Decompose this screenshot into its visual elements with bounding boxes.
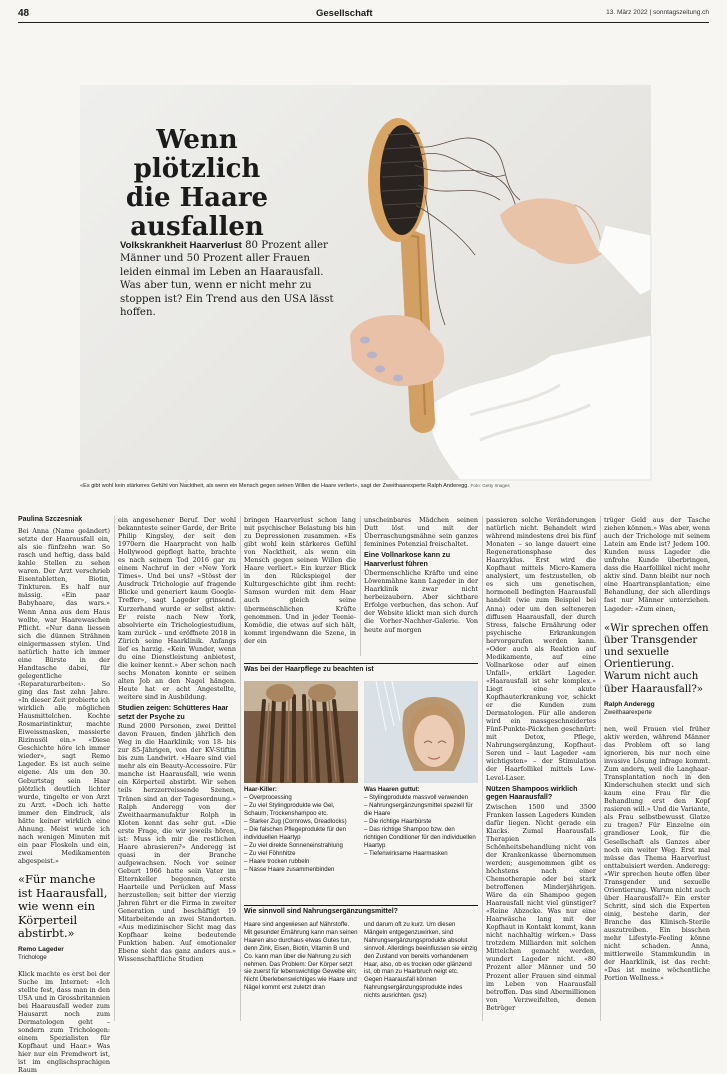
list-item: – Stylingprodukte massvoll verwenden (364, 794, 468, 801)
body-text: trüger Geld aus der Tasche ziehen können.» Was aber, wenn auch der Trichologe mit seinem Latein am Ende ist? Jedem 100. Kunden muss Lageder die unfrohe Kunde überbringen, dass die Haarfollikel nicht mehr aktiv sind. Dann bleibt nur noch eine Haartransplantation; eine Behandlung, der sich allerdings fast nur Männer unterziehen. Lageder: «Zum einen, (604, 516, 710, 613)
list-item: – Das richtige Shampoo bzw. den richtigen Conditioner für den individuellen Haartyp (364, 826, 476, 849)
pull-quote: «Für manche ist Haarausfall, wie wenn ein Körperteil abstirbt.» (18, 872, 108, 941)
supplements-text-left: Haare sind angewiesen auf Nährstoffe. Mit gesunder Ernährung kann man seinen Haaren also durchaus etwas Gutes tun, denn Zink, Eisen, Biotin, Vitamin B und Co. kann man über die Nahrung zu sich nehmen. Das Problem: Der Körper setzt sie zuerst für lebenswichtige Gewebe ein; Nicht Überlebenswichtiges wie Haare und Nägel kommt erst zuletzt dran (244, 921, 358, 992)
body-text: Klick machte es erst bei der Suche im Internet: «Ich stellte fest, dass man in den USA und in Grossbritannien bei Haarausfall weder zum Hausarzt noch zum Dermatologen geht – sondern zum Trichologen: einem Spezialisten für Kopfhaut und Haar.» Was hier nur ein Fremdwort ist, ist im englischsprachigen Raum (18, 969, 110, 1074)
header-rule (18, 22, 709, 23)
column-rule (482, 516, 483, 1021)
list-item: – Die falschen Pflegeprodukte für den individuellen Haartyp (244, 826, 346, 841)
author-byline: Paulina Szczesniak (18, 516, 83, 523)
list-item: – Zu viel Föhnhitze (244, 850, 296, 857)
column-rule (114, 516, 115, 1021)
list-item: – Nahrungsergänzungsmittel speziell für die Haare (364, 802, 473, 817)
hair-good-list (364, 786, 478, 858)
list-item: – Nasse Haare zusammenbinden (244, 866, 335, 873)
hero-photo (80, 85, 651, 480)
column-1 (18, 516, 110, 1074)
dreadlocks-image (244, 681, 358, 783)
info-box-title: Was bei der Haarpflege zu beachten ist (244, 663, 478, 676)
list-item: – Overprocessing (244, 794, 292, 801)
list-heading: Haar-Killer: (244, 786, 277, 793)
subheading: Eine Vollnarkose kann zu Haarverlust führen (364, 550, 451, 568)
supplements-text-right: und darum oft zu kurz. Um diesen Mängeln entgegenzuwirken, sind Nahrungsergänzungsprodukte absolut sinnvoll. Allerdings beeinflussen sie einzig den Zustand von bereits vorhandenem Haar, also, ob es trocken oder glänzend ist, ob man zu Haarbruch neigt etc. Gegen Haarausfall können Nahrungsergänzungsprodukte indes nichts ausrichten. (psz) (364, 921, 478, 1000)
pull-quote-role: Zweithaarexperte (604, 708, 652, 716)
subheading: Studien zeigen: Schütteres Haar setzt der Psyche zu (118, 703, 229, 721)
dreadlocks-photo (244, 681, 358, 783)
list-item: – Starker Zug (Cornrows, Dreadlocks) (244, 818, 347, 825)
section-name: Gesellschaft (316, 8, 373, 19)
body-text: Übermenschliche Kräfte und eine Löwenmähne kann Lageder in der Haarklinik zwar nicht herbeizaubern. Aber sichtbare Erfolge verbuchen, das schon. Auf der Website klickt man sich durch die Vorher-Nachher-Galerie. Von heute auf morgen (364, 569, 478, 634)
list-item: – Zu viel direkte Sonneneinstrahlung (244, 842, 343, 849)
pull-quote-name: Ralph Anderegg (604, 700, 655, 708)
body-text: nen, weil Frauen viel früher aktiv werden, während Männer das Problem oft so lang ignorieren, bis nur noch eine invasive Lösung infrage kommt. Zum andern, weil die Langhaar-Transplantation noch in den Kinderschuhen steckt und sich kaum eine Frau für die Behandlung erst den Kopf rasieren will.» Und die Variante, als Frau selbstbewusst Glatze zu tragen? Für Einzelne ein grandioser Look, für die Gesellschaft als Ganzes aber noch ein weiter Weg. Erst mal müsse das Thema Haarverlust enttabuisiert werden. Anderegg: «Wir sprechen heute offen über Transgender und sexuelle Orientierung. Warum nicht auch über Haarausfall?» Ein erster Schritt, sind sich die Experten einig, bestehe darin, der Branche das Klinisch-Sterile auszutreiben. Ein bisschen mehr Lifestyle-Feeling könne nicht schaden. Anna, mittlerweile Stammkundin in der Haarklinik, ist das recht: «Das ist meine wöchentliche Portion Wellness.» (604, 724, 710, 983)
column-3 (244, 516, 356, 645)
body-text: Bei Anna (Name geändert) setzte der Haarausfall ein, als sie fünfzehn war. So rasch und heftig, dass bald kahle Stellen zu sehen waren. Der Arzt verschrieb Eisentabletten, Biotin, Tinkturen. Es half nur mässig. «Ein paar Babyhaare, das wars.» Wenn Anna aus dem Haus wollte, war Haarewaschen Pflicht. «Nur dann liessen sich die dünnen Strähnen einigermassen stylen. Und natürlich hatte ich immer eine Bürste in der Handtasche dabei, für gelegentliche ‹Reparaturarbeiten›. So ging das fast zehn Jahre. «In dieser Zeit probierte ich wirklich alle möglichen Hausmittelchen. Kochte Rosmarintinktur, machte Eiweissmasken, massierte Rizinusöl ein.» «Diese Geschichte höre ich immer wieder», sagt Remo Lageder. Es ist auch seine eigene. Als um den 30. Geburtstag sein Haar plötzlich deutlich lichter wurde, tingelte er von Arzt zu Arzt. «Doch ich hatte immer den Eindruck, als hätte keiner wirklich eine Ahnung. Meist wurde ich nach wenigen Minuten mit ein paar Floskeln und ein, zwei Medikamenten abgespeist.» (18, 527, 110, 865)
column-6 (604, 516, 710, 982)
photo-credit: Foto: Getty Images (470, 483, 510, 488)
column-5 (486, 516, 596, 1012)
body-text: bringen Haarverlust schon lang mit psychischer Belastung bis hin zu Depressionen zusammen. «Es gibt wohl kein stärkeres Gefühl von Nacktheit, als wenn ein Mensch gegen seinen Willen die Haare verliert.» Ein kurzer Blick in den Rückspiegel der Kulturgeschichte gibt ihm recht: Samson wurden mit dem Haar auch gleich seine übermenschlichen Kräfte genommen. Und in jeder Teenie-Komödie, die etwas auf sich hält, kommt irgendwann die Szene, in der ein (244, 516, 356, 645)
lead-text: 80 Prozent aller Männer und 50 Prozent aller Frauen leiden einmal im Leben an Haarausfall. Was aber tun, wenn er nicht mehr zu stoppen ist? Ein Trend aus den USA lässt hoffen. (120, 240, 334, 319)
hair-washing-image (364, 681, 478, 783)
caption-text: «Es gibt wohl kein stärkeres Gefühl von Nacktheit, als wenn ein Mensch gegen seinen Willen die Haare verliert», sagt der Zweithaarexperte Ralph Anderegg. (80, 483, 469, 489)
list-item: – Haare trocken rubbeln (244, 858, 310, 865)
article-kicker: Volkskrankheit Haarverlust (120, 240, 242, 251)
page-number: 48 (18, 8, 30, 19)
subheading: Nützen Shampoos wirklich gegen Haarausfall? (486, 783, 578, 802)
article-lead (120, 239, 334, 319)
pull-quote-name: Remo Lageder (18, 945, 64, 953)
column-rule (600, 516, 601, 1021)
pull-quote: «Wir sprechen offen über Transgender und sexuelle Orientierung. Warum nicht auch über Haarausfall?» (604, 622, 709, 695)
info-box-haircare (244, 663, 478, 883)
body-text: unscheinbares Mädchen seinen Dutt löst und mit der Überraschungsmähne sein ganzes feminines Potenzial freischaltet. (364, 516, 478, 549)
photo-caption (80, 482, 651, 490)
hair-washing-photo (364, 681, 478, 783)
list-heading: Was Haaren guttut: (364, 786, 420, 793)
issue-date: 13. März 2022 | sonntagszeitung.ch (606, 9, 709, 16)
list-item: – Zu viel Stylingprodukte wie Gel, Schaum, Trockenshampoo etc. (244, 802, 335, 817)
body-text: Rund 2000 Personen, zwei Drittel davon Frauen, finden jährlich den Weg in die Haarklinik; von 18- bis zur 85-Jährigen, von der KV-Stiftin bis zum Landwirt. «Haare sind viel mehr als ein Beauty-Accessoire. Für manche ist Haarausfall, wie wenn ein Körperteil abstirbt. Wir sehen teils herzzerreissende Szenen, Tränen sind an der Tagesordnung.» Ralph Anderegg von der Zweithaarmanufaktur Rolph in Kloten kennt das sehr gut. «Die erste Frage, die wir jeweils hören, ist: Muss ich mir die restlichen Haare abrasieren?» Anderegg ist quasi in der Branche aufgewachsen. Noch vor seiner Geburt 1966 hatte sein Vater im Elternkeller begonnen, erste Haarteile und Perücken auf Mass herzustellen; seit bitter der vierzig Jahren führt er die Firma in zweiter Generation und beschäftigt 19 Mitarbeitende an zwei Standorten. «Aus medizinischer Sicht mag das Kopfhaar keine bedeutende Funktion haben. Auf emotionaler Ebene sieht das ganz anders aus.» Wissenschaftliche Studien (118, 722, 236, 964)
body-text: passieren solche Veränderungen natürlich nicht. Behandelt wird während mindestens drei bis fünf Monaten – so lange dauert eine Regenerationsphase des Haarzyklus. Erst wird die Kopfhaut mittels Micro-Kamera analysiert, um festzustellen, ob es sich um genetischen, hormonell bedingten Haarausfall handelt (wie zum Beispiel bei Anna) oder um den selteneren diffusen Haarausfall, der durch Stress, falsche Ernährung oder psychische Erkrankungen hervorgerufen werden kann. «Oder auch als Reaktion auf Medikamente, auf eine Vollnarkose oder auf einen Unfall», erklärt Lageder. «Haarausfall ist sehr komplex.» Liegt eine akute Kopfhauterkrankung vor, schickt er die Kunden zum Dermatologen. Für alle anderen wird ein massgeschneidertes Fünf-Punkte-Päckchen geschnürt: mit Detox, Pflege, Nahrungsergänzung, Kopfhaut-Seren und – laut Lageder «am wichtigsten» – der Stimulation der Haarfollikel mittels Low-Level-Laser. (486, 516, 596, 782)
list-item: – Die richtige Haarbürste (364, 818, 432, 825)
column-4 (364, 516, 478, 634)
pull-quote-role: Trichologe (18, 953, 47, 961)
article-headline: Wenn plötzlich die Haare ausfallen (125, 125, 269, 242)
page-header (18, 8, 709, 22)
body-text: Zwischen 1500 und 3500 Franken lassen Lageders Kunden dafür liegen. Nicht gerade ein Klacks. Zumal Haarausfall-Therapien als Schönheitsbehandlung nicht von der Krankenkasse übernommen werden; ausgenommen gibt es höchstens nach einer Chemotherapie oder bei stark betroffenen Minderjährigen. Wäre da ein Shampoo gegen Haarausfall nicht viel günstiger? «Reine Abzocke. Was nur eine Haarwäsche lang mit der Kopfhaut in Kontakt kommt, kann nicht nachhaltig wirken.» Dass trotzdem Milliarden mit solchen Mittelchen gemacht werden, wundert Lageder nicht. «80 Prozent aller Männer und 50 Prozent aller Frauen sind einmal im Leben von Haarausfall betroffen. Das sind Abermillionen von Verzweifelten, denen Betrüger (486, 802, 596, 1012)
info-box-title: Wie sinnvoll sind Nahrungsergänzungsmittel? (244, 905, 478, 918)
column-2 (118, 516, 236, 963)
info-box-supplements (244, 905, 478, 1000)
hair-killer-list (244, 786, 358, 874)
column-rule (360, 516, 361, 656)
column-rule (240, 516, 241, 1021)
list-item: – Tiefenwirksame Haarmasken (364, 850, 448, 857)
body-text: ein angesehener Beruf. Der wohl bekannteste seiner Garde, der Brite Philip Kingsley, der seit den 1970ern die Haarpracht von halb Hollywood gepflegt hatte, brachte es nach seinem Tod 2016 gar zu einem Nachruf in der «New York Times». Und bei uns? «Stösst der Ausdruck Trichologie auf fragende Blicke und generiert kaum Google-Treffer», sagt Lageder grinsend. Kurzerhand wurde er selbst aktiv: Er reiste nach New York, absolvierte ein Trichologiestudium, kam zurück – und eröffnete 2018 in Zürich seine Haarklinik. Anfangs lief es harzig. «Kein Wunder, wenn du eine Dienstleistung anbietest, die keiner kennt.» Aber schon nach sechs Monaten konnte er seinen alten Job an den Nagel hängen. Heute hat er acht Angestellte, weitere sind in Ausbildung. (118, 516, 236, 702)
